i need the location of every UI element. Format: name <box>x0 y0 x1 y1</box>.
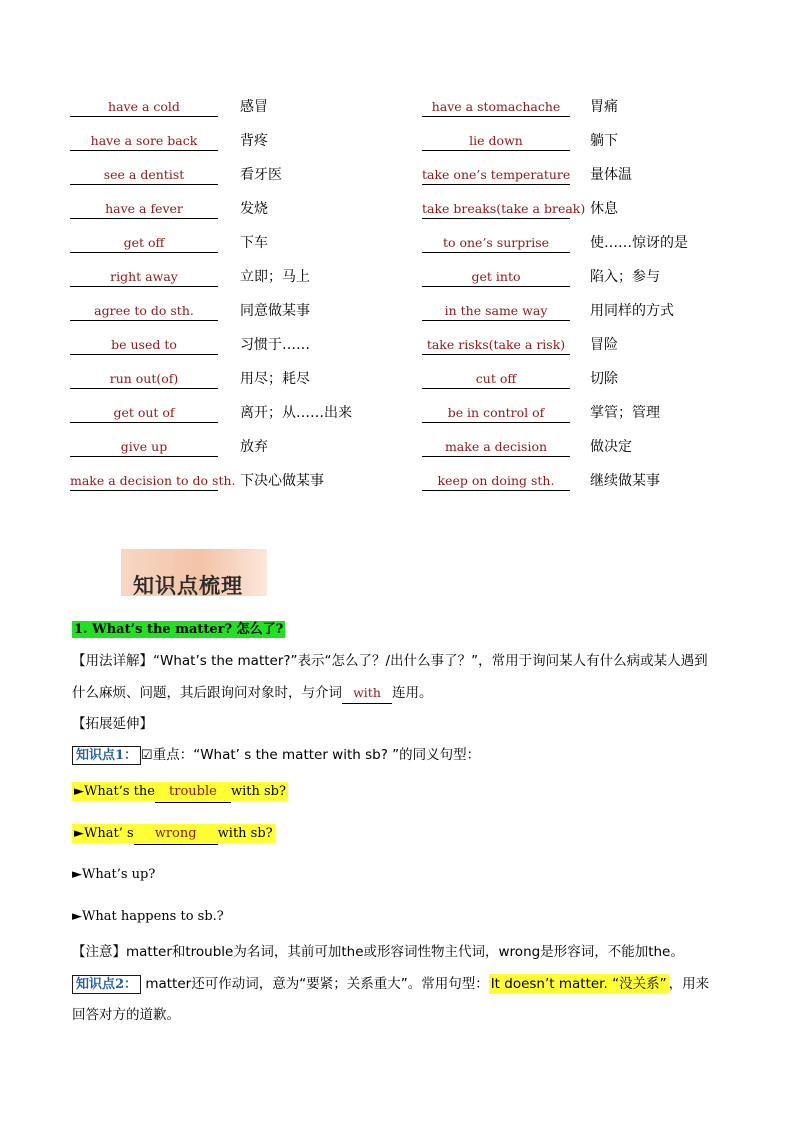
phrase-english-right: take risks(take a risk) <box>422 336 570 355</box>
item1-post: with sb? <box>230 784 286 799</box>
phrase-chinese-left: 习惯于…… <box>240 337 310 353</box>
phrase-english-right: get into <box>422 268 570 287</box>
kp2-text-a: matter还可作动词，意为“要紧；关系重大”。常用句型： <box>141 976 489 992</box>
phrase-english-right: keep on doing sth. <box>422 472 570 491</box>
phrase-chinese-left: 背疼 <box>240 133 268 149</box>
kp1-line <box>72 745 732 766</box>
phrase-chinese-right: 陷入；参与 <box>590 269 660 285</box>
banner-title: 知识点梳理 <box>133 574 243 596</box>
item2-post: with sb? <box>217 826 273 841</box>
synonym-item-2 <box>72 824 732 845</box>
phrase-english-right: make a decision <box>422 438 570 457</box>
kp1-tag: 知识点1： <box>72 746 141 765</box>
usage-fill: with <box>342 683 392 704</box>
phrase-english-left: have a fever <box>70 200 218 219</box>
phrase-table <box>70 92 750 500</box>
synonym-item-3 <box>72 865 732 885</box>
phrase-chinese-left: 离开；从……出来 <box>240 405 352 421</box>
phrase-chinese-right: 切除 <box>590 371 618 387</box>
phrase-chinese-left: 感冒 <box>240 99 268 115</box>
phrase-english-right: in the same way <box>422 302 570 321</box>
note-line <box>72 942 732 962</box>
phrase-row <box>70 330 750 364</box>
phrase-chinese-left: 下决心做某事 <box>240 473 324 489</box>
phrase-english-right: to one’s surprise <box>422 234 570 253</box>
phrase-chinese-left: 放弃 <box>240 439 268 455</box>
phrase-chinese-right: 继续做某事 <box>590 473 660 489</box>
section-banner <box>121 549 267 596</box>
phrase-english-left: right away <box>70 268 218 287</box>
phrase-chinese-right: 躺下 <box>590 133 618 149</box>
phrase-row <box>70 296 750 330</box>
kp2-highlight: It doesn’t matter. “没关系” <box>490 976 667 992</box>
phrase-english-left: have a sore back <box>70 132 218 151</box>
usage-text-a: “What’s the matter?”表示“怎么了？/出什么事了？”，常用于询问某人有什么病或某人遇到 <box>153 653 708 669</box>
phrase-english-left: agree to do sth. <box>70 302 218 321</box>
synonym-item-2-highlight <box>72 824 275 843</box>
synonym-item-4 <box>72 907 732 927</box>
usage-text-c: 连用。 <box>392 685 433 701</box>
phrase-chinese-left: 发烧 <box>240 201 268 217</box>
kp2-text-c: 回答对方的道歉。 <box>72 1007 180 1023</box>
section-heading: 1. What’s the matter? 怎么了? <box>74 622 284 637</box>
phrase-english-left: give up <box>70 438 218 457</box>
usage-line-1 <box>72 651 732 671</box>
usage-line-2 <box>72 683 732 704</box>
kp2-line-2 <box>72 1005 732 1025</box>
item4-text: ►What happens to sb.? <box>72 909 224 924</box>
phrase-english-left: see a dentist <box>70 166 218 185</box>
phrase-row <box>70 466 750 500</box>
phrase-chinese-right: 用同样的方式 <box>590 303 674 319</box>
phrase-chinese-right: 胃痛 <box>590 99 618 115</box>
note-label: 【注意】 <box>72 944 126 960</box>
phrase-row <box>70 92 750 126</box>
section-heading-line <box>72 620 732 640</box>
kp2-text-b: ，用来 <box>668 976 710 992</box>
kp2-tag: 知识点2： <box>72 975 141 994</box>
phrase-english-right: lie down <box>422 132 570 151</box>
phrase-chinese-right: 做决定 <box>590 439 632 455</box>
usage-text-b: 什么麻烦、问题，其后跟询问对象时，与介词 <box>72 685 342 701</box>
kp1-text: 重点：“What’ s the matter with sb? ”的同义句型： <box>152 747 481 763</box>
phrase-chinese-right: 量体温 <box>590 167 632 183</box>
phrase-chinese-left: 下车 <box>240 235 268 251</box>
phrase-chinese-left: 立即；马上 <box>240 269 310 285</box>
phrase-row <box>70 160 750 194</box>
phrase-english-left: run out(of) <box>70 370 218 389</box>
phrase-chinese-right: 掌管；管理 <box>590 405 660 421</box>
phrase-english-right: take one’s temperature <box>422 166 570 185</box>
note-text: matter和trouble为名词，其前可加the或形容词性物主代词，wrong是形容词，不能加the。 <box>126 944 684 960</box>
phrase-row <box>70 194 750 228</box>
phrase-chinese-right: 使……惊讶的是 <box>590 235 688 251</box>
phrase-chinese-left: 用尽；耗尽 <box>240 371 310 387</box>
checkbox-icon: ☑ <box>141 748 153 763</box>
phrase-english-left: be used to <box>70 336 218 355</box>
phrase-english-right: cut off <box>422 370 570 389</box>
phrase-english-right: be in control of <box>422 404 570 423</box>
phrase-row <box>70 262 750 296</box>
phrase-chinese-right: 冒险 <box>590 337 618 353</box>
item3-text: ►What’s up? <box>72 867 156 882</box>
phrase-row <box>70 432 750 466</box>
extend-line <box>72 714 732 734</box>
kp2-line <box>72 974 732 995</box>
phrase-row <box>70 398 750 432</box>
synonym-item-1 <box>72 782 732 803</box>
synonym-item-1-highlight <box>72 782 288 801</box>
phrase-english-left: get out of <box>70 404 218 423</box>
phrase-english-right: take breaks(take a break) <box>422 200 570 219</box>
phrase-english-right: have a stomachache <box>422 98 570 117</box>
phrase-chinese-left: 同意做某事 <box>240 303 310 319</box>
phrase-chinese-left: 看牙医 <box>240 167 282 183</box>
item1-fill: trouble <box>155 782 231 803</box>
phrase-row <box>70 126 750 160</box>
phrase-english-left: make a decision to do sth. <box>70 472 218 491</box>
item1-pre: ►What’s the <box>74 784 155 799</box>
extend-label: 【拓展延伸】 <box>72 716 153 732</box>
item2-pre: ►What’ s <box>74 826 134 841</box>
phrase-chinese-right: 休息 <box>590 201 618 217</box>
phrase-row <box>70 228 750 262</box>
phrase-row <box>70 364 750 398</box>
phrase-english-left: get off <box>70 234 218 253</box>
usage-label: 【用法详解】 <box>72 653 153 669</box>
item2-fill: wrong <box>134 824 218 845</box>
phrase-english-left: have a cold <box>70 98 218 117</box>
